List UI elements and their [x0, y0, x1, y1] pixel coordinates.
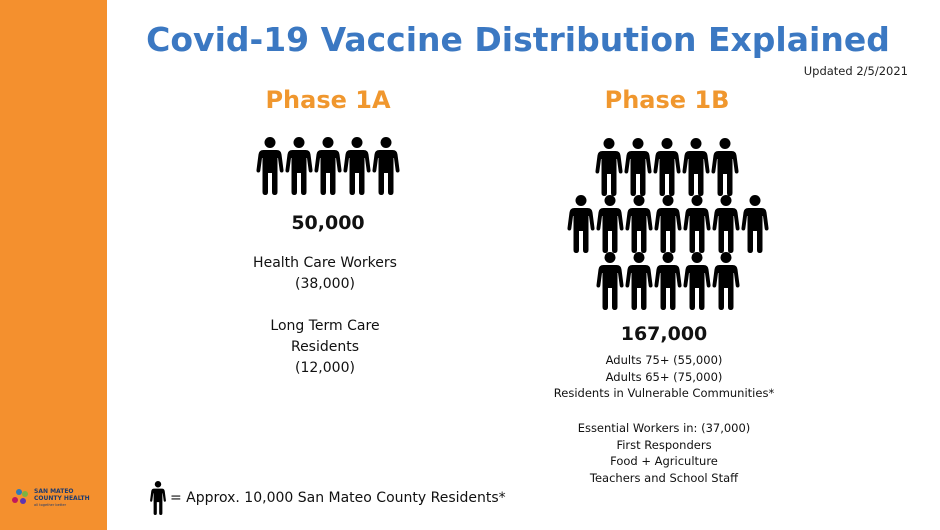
person-icon	[596, 252, 624, 310]
phase-1b-people-row-1	[595, 138, 739, 196]
person-icon	[741, 195, 769, 253]
essential-item: Food + Agriculture	[610, 454, 718, 468]
phase-1b-essential-workers	[514, 420, 814, 486]
person-icon	[624, 138, 652, 196]
logo-tagline: all together better	[34, 503, 67, 507]
person-icon	[596, 195, 624, 253]
phase-1b-count: 167,000	[620, 323, 708, 345]
person-icon	[625, 195, 653, 253]
phase-1a-group-health-care	[205, 253, 445, 295]
orange-sidebar	[0, 0, 107, 530]
person-icon	[343, 137, 371, 195]
person-icon	[712, 195, 740, 253]
logo-line-2: COUNTY HEALTH	[34, 495, 90, 502]
page-title: Covid-19 Vaccine Distribution Explained	[146, 20, 890, 59]
phase-1a-count: 50,000	[291, 212, 365, 234]
essential-item: Teachers and School Staff	[589, 470, 739, 485]
group-label-line-2: Residents	[290, 339, 360, 355]
person-icon	[653, 138, 681, 196]
legend	[148, 481, 506, 515]
person-icon	[567, 195, 595, 253]
essential-item: First Responders	[616, 437, 712, 452]
person-icon	[683, 195, 711, 253]
group-line: Adults 65+ (75,000)	[605, 369, 723, 384]
person-icon	[682, 138, 710, 196]
person-icon	[683, 252, 711, 310]
legend-text: = Approx. 10,000 San Mateo County Residents*	[170, 490, 506, 506]
person-icon	[314, 137, 342, 195]
group-count: (12,000)	[295, 360, 355, 376]
phase-1a-group-long-term-care	[205, 316, 445, 379]
phase-1a-title: Phase 1A	[265, 86, 391, 114]
group-label: Health Care Workers	[253, 255, 397, 271]
group-line: Adults 75+ (55,000)	[605, 353, 723, 367]
phase-1b-people-row-3	[596, 252, 740, 310]
person-icon	[712, 252, 740, 310]
phase-1b-title: Phase 1B	[604, 86, 730, 114]
phase-1b-group-list	[514, 352, 814, 402]
group-line: Residents in Vulnerable Communities*	[553, 386, 775, 400]
person-icon	[256, 137, 284, 195]
person-icon	[372, 137, 400, 195]
phase-1a-people-row	[256, 137, 400, 195]
updated-date: Updated 2/5/2021	[803, 64, 908, 78]
person-icon	[285, 137, 313, 195]
logo-line-1: SAN MATEO	[34, 488, 74, 495]
person-icon	[711, 138, 739, 196]
group-label-line-1: Long Term Care	[270, 318, 380, 334]
essential-heading: Essential Workers in: (37,000)	[577, 421, 751, 435]
phase-1b-people-row-2	[567, 195, 769, 253]
group-count: (38,000)	[295, 276, 355, 292]
san-mateo-county-health-logo	[8, 485, 98, 509]
person-icon	[654, 252, 682, 310]
person-icon	[625, 252, 653, 310]
logo-text	[34, 488, 90, 502]
person-icon	[595, 138, 623, 196]
county-health-logo-icon	[8, 488, 30, 506]
person-icon	[148, 481, 168, 515]
person-icon	[654, 195, 682, 253]
